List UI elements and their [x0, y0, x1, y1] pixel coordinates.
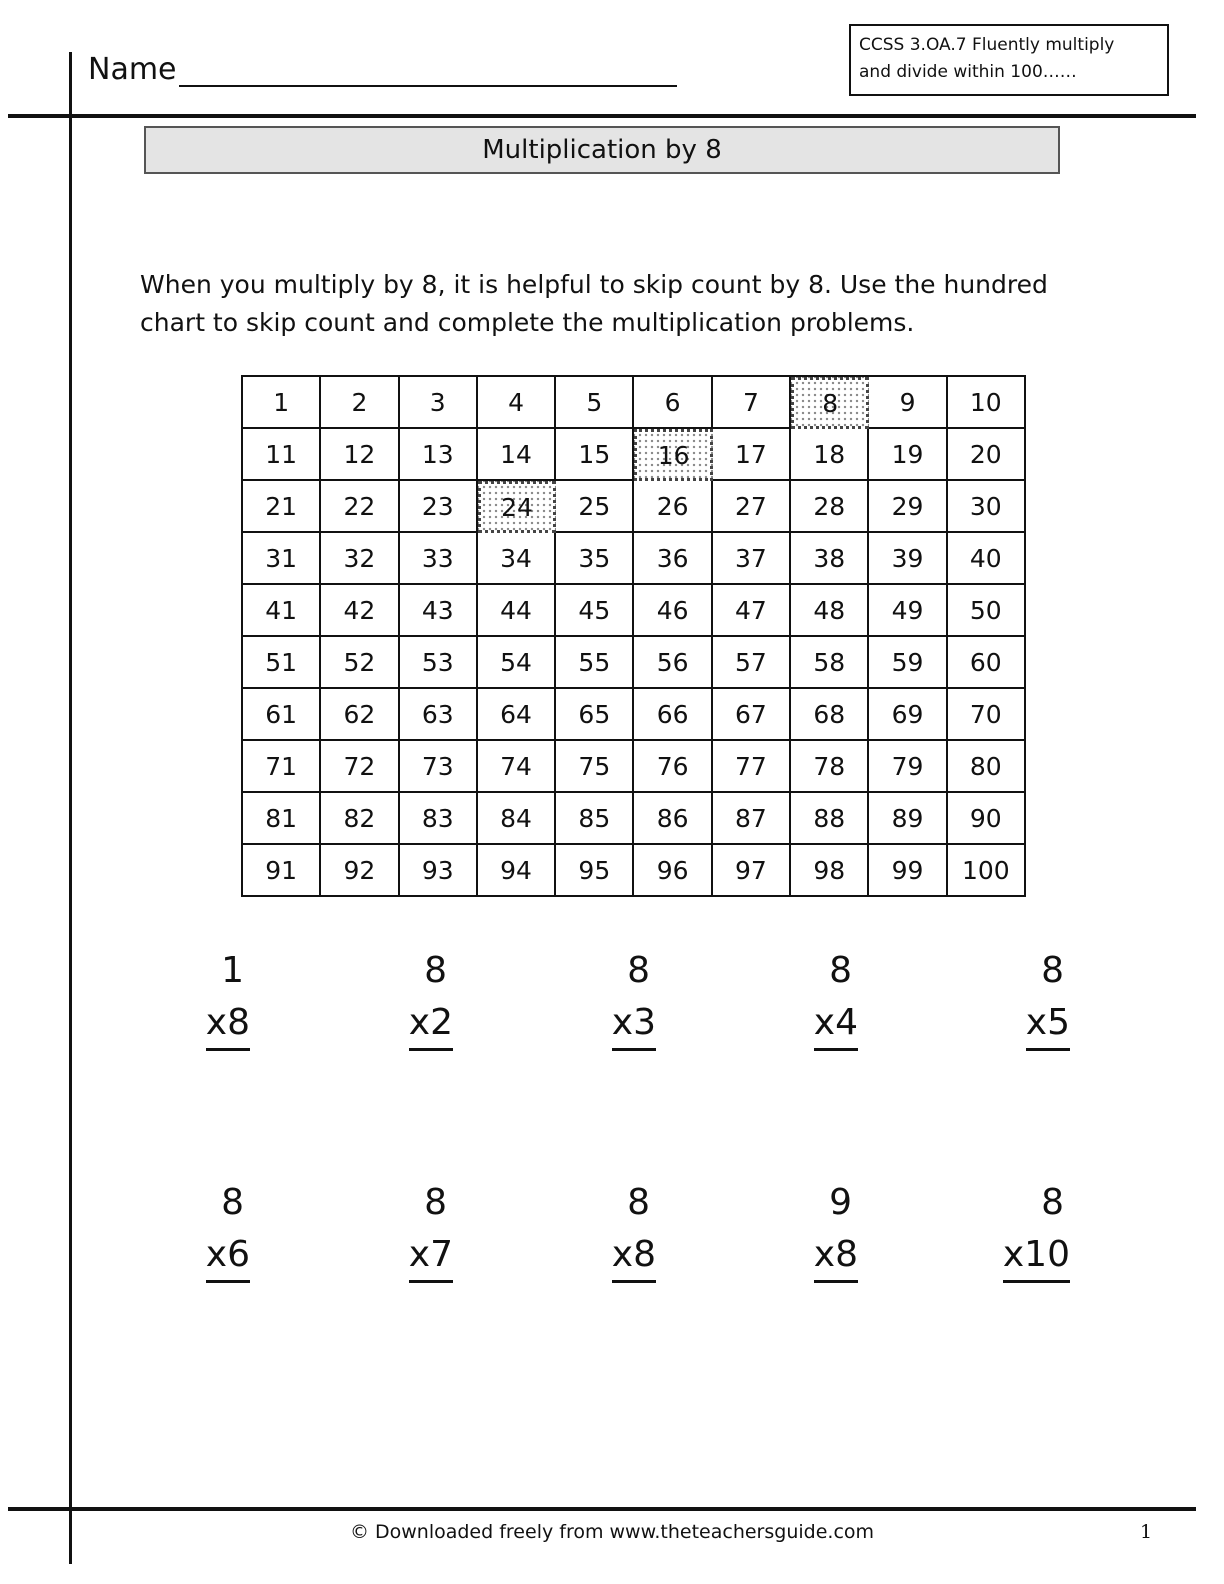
footer-divider [8, 1507, 1196, 1511]
problem-multiplier: x8 [612, 1230, 656, 1283]
chart-cell-97: 97 [713, 845, 791, 897]
chart-cell-58: 58 [791, 637, 869, 689]
chart-cell-78: 78 [791, 741, 869, 793]
chart-cell-48: 48 [791, 585, 869, 637]
chart-cell-32: 32 [321, 533, 399, 585]
problem-top-number: 8 [627, 950, 650, 991]
chart-cell-80: 80 [948, 741, 1026, 793]
chart-cell-41: 41 [243, 585, 321, 637]
chart-cell-17: 17 [713, 429, 791, 481]
chart-cell-36: 36 [634, 533, 712, 585]
chart-cell-100: 100 [948, 845, 1026, 897]
chart-cell-88: 88 [791, 793, 869, 845]
chart-cell-91: 91 [243, 845, 321, 897]
chart-cell-23: 23 [400, 481, 478, 533]
chart-cell-70: 70 [948, 689, 1026, 741]
problem-7 [333, 1176, 453, 1283]
problem-top-number: 8 [424, 950, 447, 991]
hundred-chart [241, 375, 1026, 897]
chart-cell-27: 27 [713, 481, 791, 533]
chart-cell-73: 73 [400, 741, 478, 793]
problem-1 [130, 944, 250, 1051]
chart-cell-92: 92 [321, 845, 399, 897]
chart-cell-75: 75 [556, 741, 634, 793]
chart-cell-2: 2 [321, 377, 399, 429]
standard-line-1: CCSS 3.OA.7 Fluently multiply [859, 35, 1115, 55]
chart-cell-87: 87 [713, 793, 791, 845]
chart-cell-31: 31 [243, 533, 321, 585]
chart-cell-35: 35 [556, 533, 634, 585]
chart-cell-71: 71 [243, 741, 321, 793]
chart-cell-89: 89 [869, 793, 947, 845]
chart-cell-62: 62 [321, 689, 399, 741]
problem-top-number: 8 [829, 950, 852, 991]
chart-cell-95: 95 [556, 845, 634, 897]
problem-6 [130, 1176, 250, 1283]
chart-cell-25: 25 [556, 481, 634, 533]
chart-cell-10: 10 [948, 377, 1026, 429]
problem-top-number: 8 [221, 1182, 244, 1223]
chart-cell-22: 22 [321, 481, 399, 533]
chart-cell-42: 42 [321, 585, 399, 637]
problem-top-number: 9 [829, 1182, 852, 1223]
chart-cell-99: 99 [869, 845, 947, 897]
chart-cell-96: 96 [634, 845, 712, 897]
problem-multiplier: x10 [1003, 1230, 1070, 1283]
chart-cell-72: 72 [321, 741, 399, 793]
chart-cell-12: 12 [321, 429, 399, 481]
chart-cell-56: 56 [634, 637, 712, 689]
chart-cell-43: 43 [400, 585, 478, 637]
chart-cell-19: 19 [869, 429, 947, 481]
chart-cell-6: 6 [634, 377, 712, 429]
chart-cell-21: 21 [243, 481, 321, 533]
chart-cell-57: 57 [713, 637, 791, 689]
chart-cell-63: 63 [400, 689, 478, 741]
problem-multiplier: x5 [1026, 998, 1070, 1051]
chart-cell-44: 44 [478, 585, 556, 637]
chart-cell-60: 60 [948, 637, 1026, 689]
chart-cell-55: 55 [556, 637, 634, 689]
chart-cell-68: 68 [791, 689, 869, 741]
chart-cell-76: 76 [634, 741, 712, 793]
problem-multiplier: x2 [409, 998, 453, 1051]
chart-cell-81: 81 [243, 793, 321, 845]
chart-cell-45: 45 [556, 585, 634, 637]
chart-cell-61: 61 [243, 689, 321, 741]
chart-cell-3: 3 [400, 377, 478, 429]
chart-cell-33: 33 [400, 533, 478, 585]
problem-multiplier: x3 [612, 998, 656, 1051]
chart-cell-83: 83 [400, 793, 478, 845]
chart-cell-5: 5 [556, 377, 634, 429]
chart-cell-9: 9 [869, 377, 947, 429]
chart-cell-29: 29 [869, 481, 947, 533]
chart-cell-94: 94 [478, 845, 556, 897]
chart-cell-67: 67 [713, 689, 791, 741]
chart-cell-51: 51 [243, 637, 321, 689]
chart-cell-84: 84 [478, 793, 556, 845]
chart-cell-86: 86 [634, 793, 712, 845]
name-blank-line[interactable] [179, 55, 677, 87]
chart-cell-14: 14 [478, 429, 556, 481]
chart-cell-46: 46 [634, 585, 712, 637]
chart-cell-74: 74 [478, 741, 556, 793]
chart-cell-8: 8 [791, 377, 869, 429]
chart-cell-59: 59 [869, 637, 947, 689]
problem-multiplier: x7 [409, 1230, 453, 1283]
chart-cell-7: 7 [713, 377, 791, 429]
problem-top-number: 8 [627, 1182, 650, 1223]
problem-multiplier: x8 [814, 1230, 858, 1283]
chart-cell-54: 54 [478, 637, 556, 689]
margin-vertical-line [69, 52, 72, 1564]
instructions-line-1: When you multiply by 8, it is helpful to skip count by 8. Use the hundred [140, 270, 1048, 299]
instructions [140, 266, 1100, 342]
chart-cell-26: 26 [634, 481, 712, 533]
chart-cell-38: 38 [791, 533, 869, 585]
chart-cell-82: 82 [321, 793, 399, 845]
chart-cell-28: 28 [791, 481, 869, 533]
chart-cell-79: 79 [869, 741, 947, 793]
chart-cell-18: 18 [791, 429, 869, 481]
chart-cell-13: 13 [400, 429, 478, 481]
problem-multiplier: x4 [814, 998, 858, 1051]
chart-cell-40: 40 [948, 533, 1026, 585]
worksheet-title: Multiplication by 8 [482, 135, 722, 165]
problem-top-number: 8 [424, 1182, 447, 1223]
footer-credit: © Downloaded freely from www.theteachersguide.com [349, 1521, 875, 1543]
chart-cell-53: 53 [400, 637, 478, 689]
chart-cell-1: 1 [243, 377, 321, 429]
problem-5 [950, 944, 1070, 1051]
chart-cell-39: 39 [869, 533, 947, 585]
chart-cell-93: 93 [400, 845, 478, 897]
chart-cell-34: 34 [478, 533, 556, 585]
chart-cell-30: 30 [948, 481, 1026, 533]
problem-top-number: 8 [1041, 950, 1064, 991]
problem-10 [950, 1176, 1070, 1283]
chart-cell-50: 50 [948, 585, 1026, 637]
worksheet-title-bar [144, 126, 1060, 174]
chart-cell-66: 66 [634, 689, 712, 741]
problem-2 [333, 944, 453, 1051]
chart-cell-4: 4 [478, 377, 556, 429]
chart-cell-47: 47 [713, 585, 791, 637]
problem-top-number: 1 [221, 950, 244, 991]
chart-cell-49: 49 [869, 585, 947, 637]
chart-cell-20: 20 [948, 429, 1026, 481]
chart-cell-69: 69 [869, 689, 947, 741]
standard-box [849, 24, 1169, 96]
problem-multiplier: x8 [206, 998, 250, 1051]
problem-9 [738, 1176, 858, 1283]
problem-8 [536, 1176, 656, 1283]
standard-line-2: and divide within 100…… [859, 62, 1077, 82]
chart-cell-65: 65 [556, 689, 634, 741]
chart-cell-98: 98 [791, 845, 869, 897]
chart-cell-52: 52 [321, 637, 399, 689]
instructions-line-2: chart to skip count and complete the multiplication problems. [140, 308, 915, 337]
chart-cell-90: 90 [948, 793, 1026, 845]
problem-3 [536, 944, 656, 1051]
header-divider [8, 114, 1196, 118]
chart-cell-11: 11 [243, 429, 321, 481]
chart-cell-24: 24 [478, 481, 556, 533]
chart-cell-85: 85 [556, 793, 634, 845]
chart-cell-64: 64 [478, 689, 556, 741]
chart-cell-37: 37 [713, 533, 791, 585]
page-number: 1 [1140, 1521, 1153, 1543]
chart-cell-15: 15 [556, 429, 634, 481]
chart-cell-16: 16 [634, 429, 712, 481]
name-field[interactable] [88, 52, 677, 87]
problem-4 [738, 944, 858, 1051]
problem-top-number: 8 [1041, 1182, 1064, 1223]
chart-cell-77: 77 [713, 741, 791, 793]
problem-multiplier: x6 [206, 1230, 250, 1283]
name-label: Name [88, 52, 177, 87]
